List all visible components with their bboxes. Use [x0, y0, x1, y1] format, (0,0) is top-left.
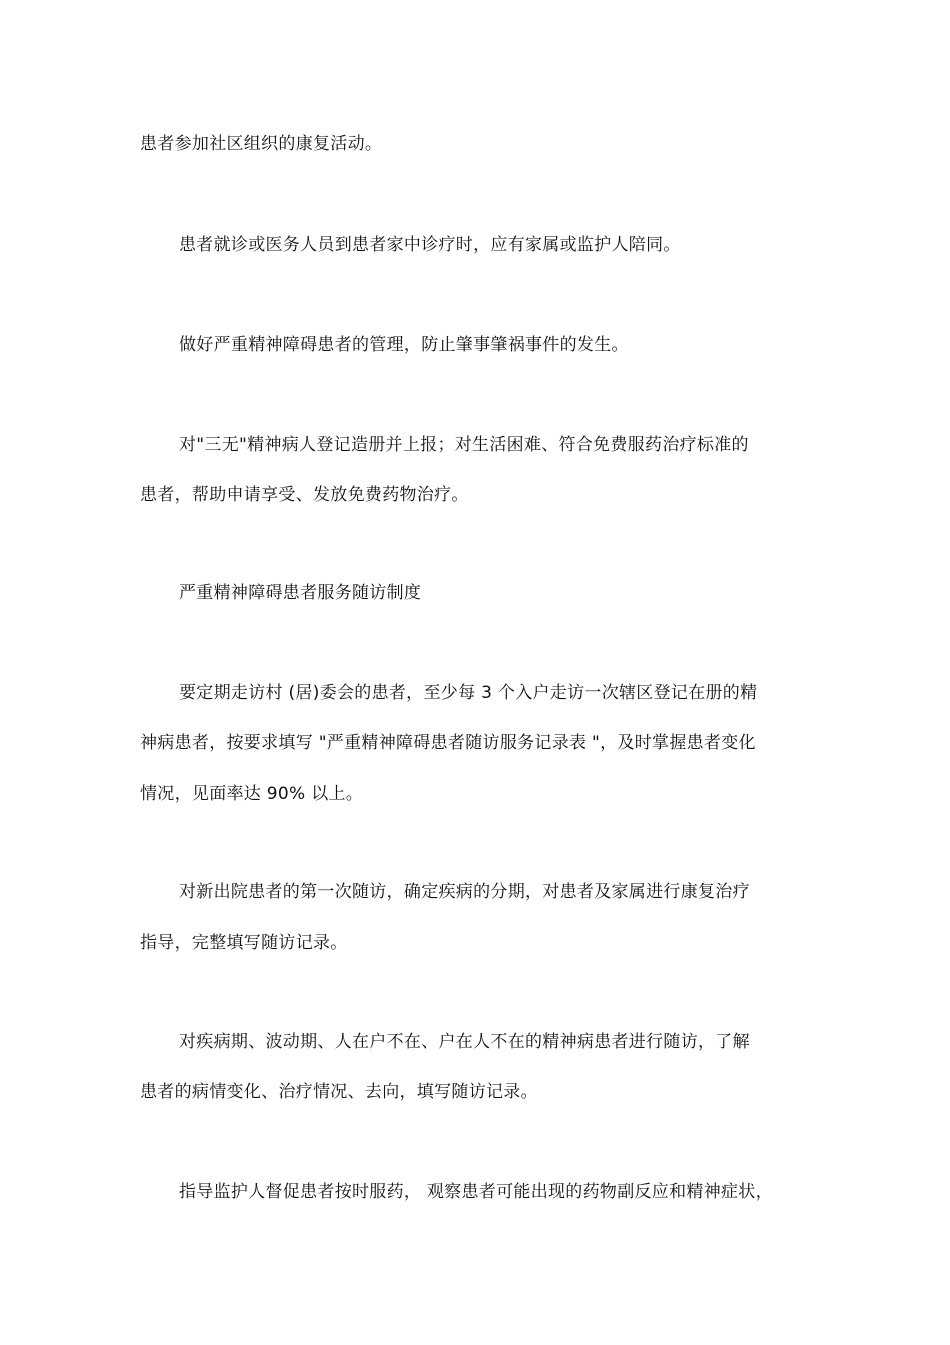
paragraph-line: 患者的病情变化、治疗情况、去向，填写随访记录。: [140, 1082, 538, 1102]
section-heading: 严重精神障碍患者服务随访制度: [179, 583, 422, 603]
paragraph-line: 做好严重精神障碍患者的管理，防止肇事肇祸事件的发生。: [179, 335, 629, 355]
paragraph-line: 指导，完整填写随访记录。: [140, 933, 348, 953]
paragraph-line: 对新出院患者的第一次随访，确定疾病的分期，对患者及家属进行康复治疗: [179, 882, 750, 902]
paragraph-line: 患者就诊或医务人员到患者家中诊疗时，应有家属或监护人陪同。: [179, 235, 681, 255]
paragraph-line: 要定期走访村 (居)委会的患者，至少每 3 个入户走访一次辖区登记在册的精: [179, 683, 758, 703]
paragraph-line: 对"三无"精神病人登记造册并上报；对生活困难、符合免费服药治疗标准的: [179, 435, 749, 455]
paragraph-line: 神病患者，按要求填写 "严重精神障碍患者随访服务记录表 "，及时掌握患者变化: [140, 733, 756, 753]
paragraph-line: 患者参加社区组织的康复活动。: [140, 134, 383, 154]
paragraph-line: 情况，见面率达 90% 以上。: [140, 784, 364, 804]
paragraph-line: 对疾病期、波动期、人在户不在、户在人不在的精神病患者进行随访，了解: [179, 1032, 750, 1052]
paragraph-line: 患者，帮助申请享受、发放免费药物治疗。: [140, 485, 469, 505]
paragraph-line: 指导监护人督促患者按时服药， 观察患者可能出现的药物副反应和精神症状，: [179, 1182, 773, 1202]
